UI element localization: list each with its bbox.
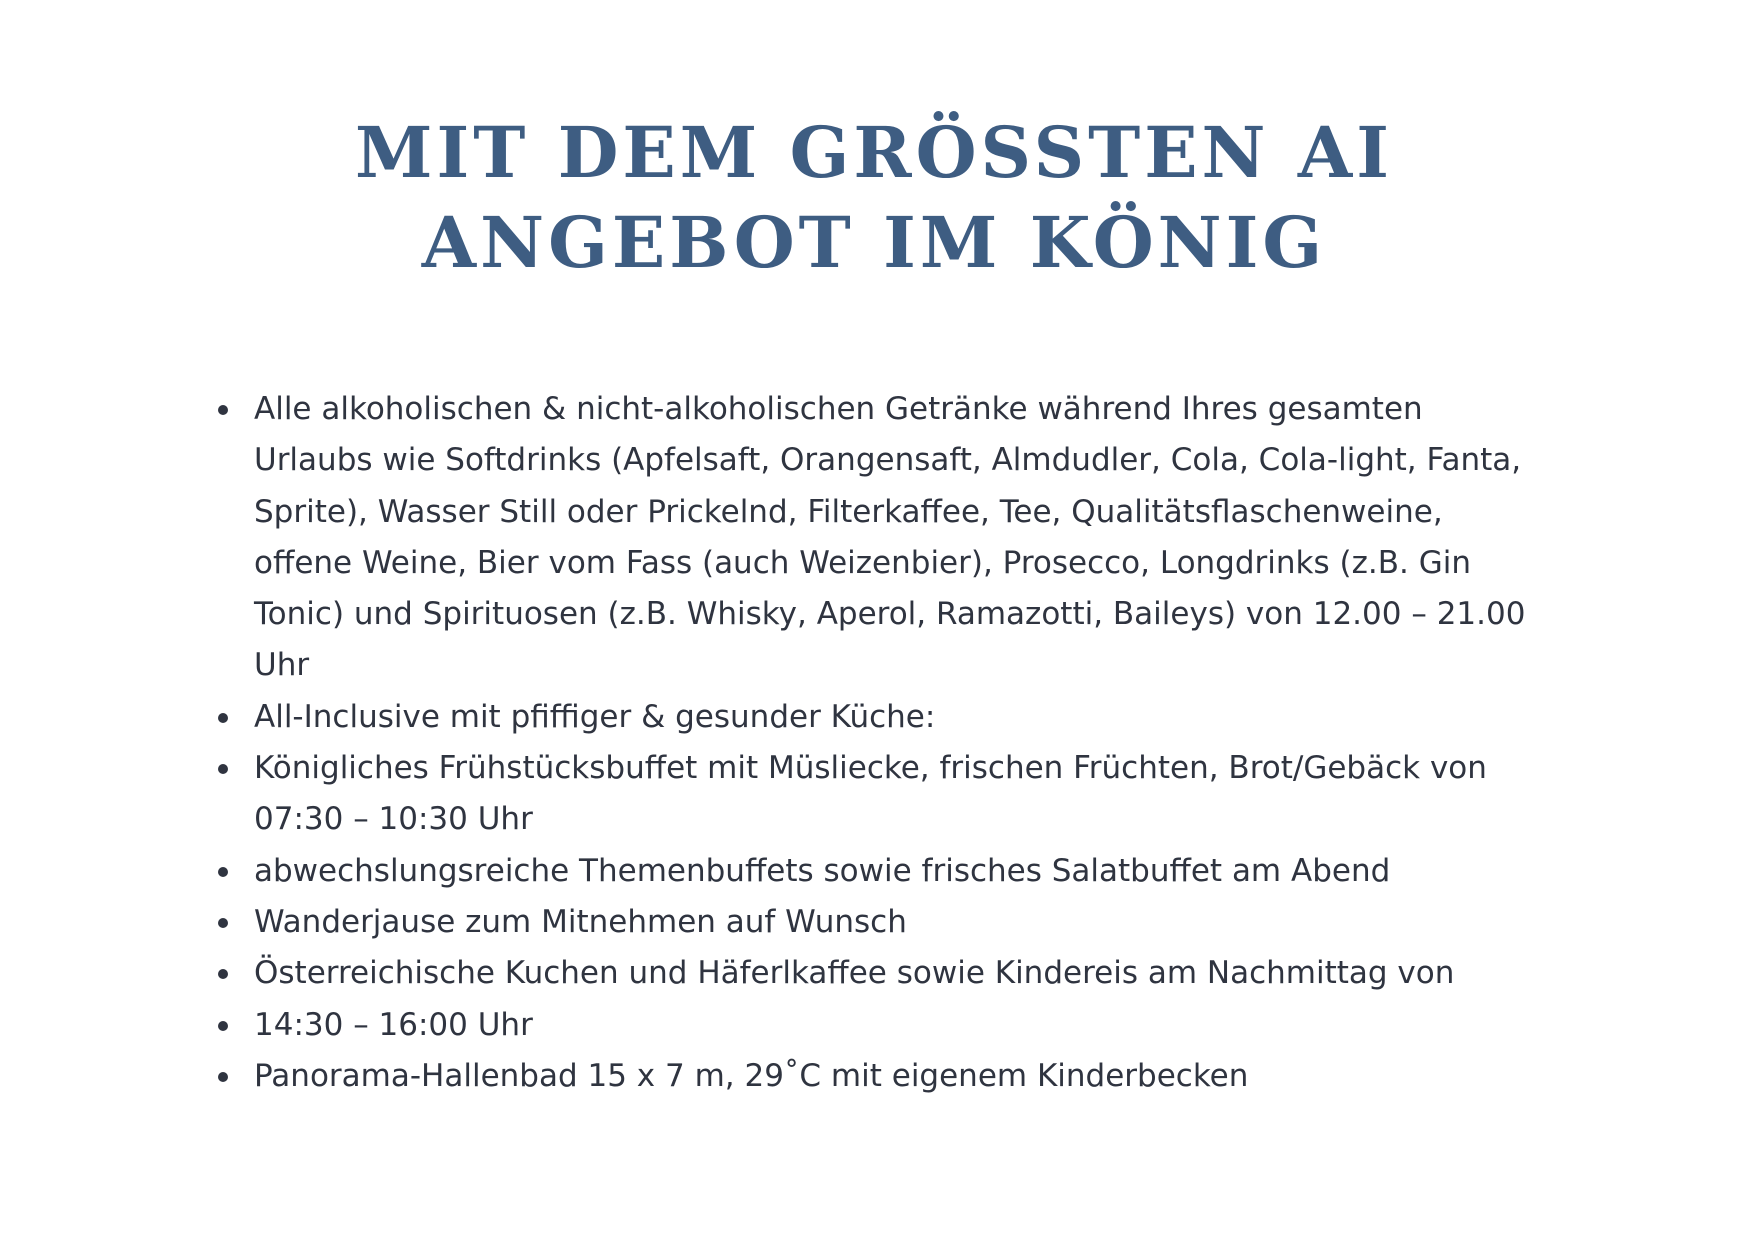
feature-item-all-inclusive: All-Inclusive mit pfiffiger & gesunder Küche: [214, 692, 1544, 743]
feature-list [214, 384, 1544, 1102]
feature-item-hiking-snack: Wanderjause zum Mitnehmen auf Wunsch [214, 897, 1544, 948]
feature-item-breakfast: Königliches Frühstücksbuffet mit Müsliecke, frischen Früchten, Brot/Gebäck von 07:30 – 10:30 Uhr [214, 743, 1544, 846]
page-title-line-2: ANGEBOT IM KÖNIG [421, 201, 1327, 284]
feature-item-afternoon-cake: Österreichische Kuchen und Häferlkaffee sowie Kindereis am Nachmittag von [214, 948, 1544, 999]
page-title-line-1: MIT DEM GRÖSSTEN AI [355, 111, 1393, 194]
feature-item-afternoon-time: 14:30 – 16:00 Uhr [214, 1000, 1544, 1051]
page-title [0, 108, 1748, 288]
feature-item-theme-buffets: abwechslungsreiche Themenbuffets sowie frisches Salatbuffet am Abend [214, 846, 1544, 897]
feature-item-drinks: Alle alkoholischen & nicht-alkoholischen Getränke während Ihres gesamten Urlaubs wie Softdrinks (Apfelsaft, Orangensaft, Almdudler, Cola, Cola-light, Fanta, Sprite), Wasser Still oder Prickelnd, Filterkaffee, Tee, Qualitätsflaschenweine, offene Weine, Bier vom Fass (auch Weizenbier), Prosecco, Longdrinks (z.B. Gin Tonic) und Spirituosen (z.B. Whisky, Aperol, Ramazotti, Baileys) von 12.00 – 21.00 Uhr [214, 384, 1544, 692]
feature-item-indoor-pool: Panorama-Hallenbad 15 x 7 m, 29˚C mit eigenem Kinderbecken [214, 1051, 1544, 1102]
